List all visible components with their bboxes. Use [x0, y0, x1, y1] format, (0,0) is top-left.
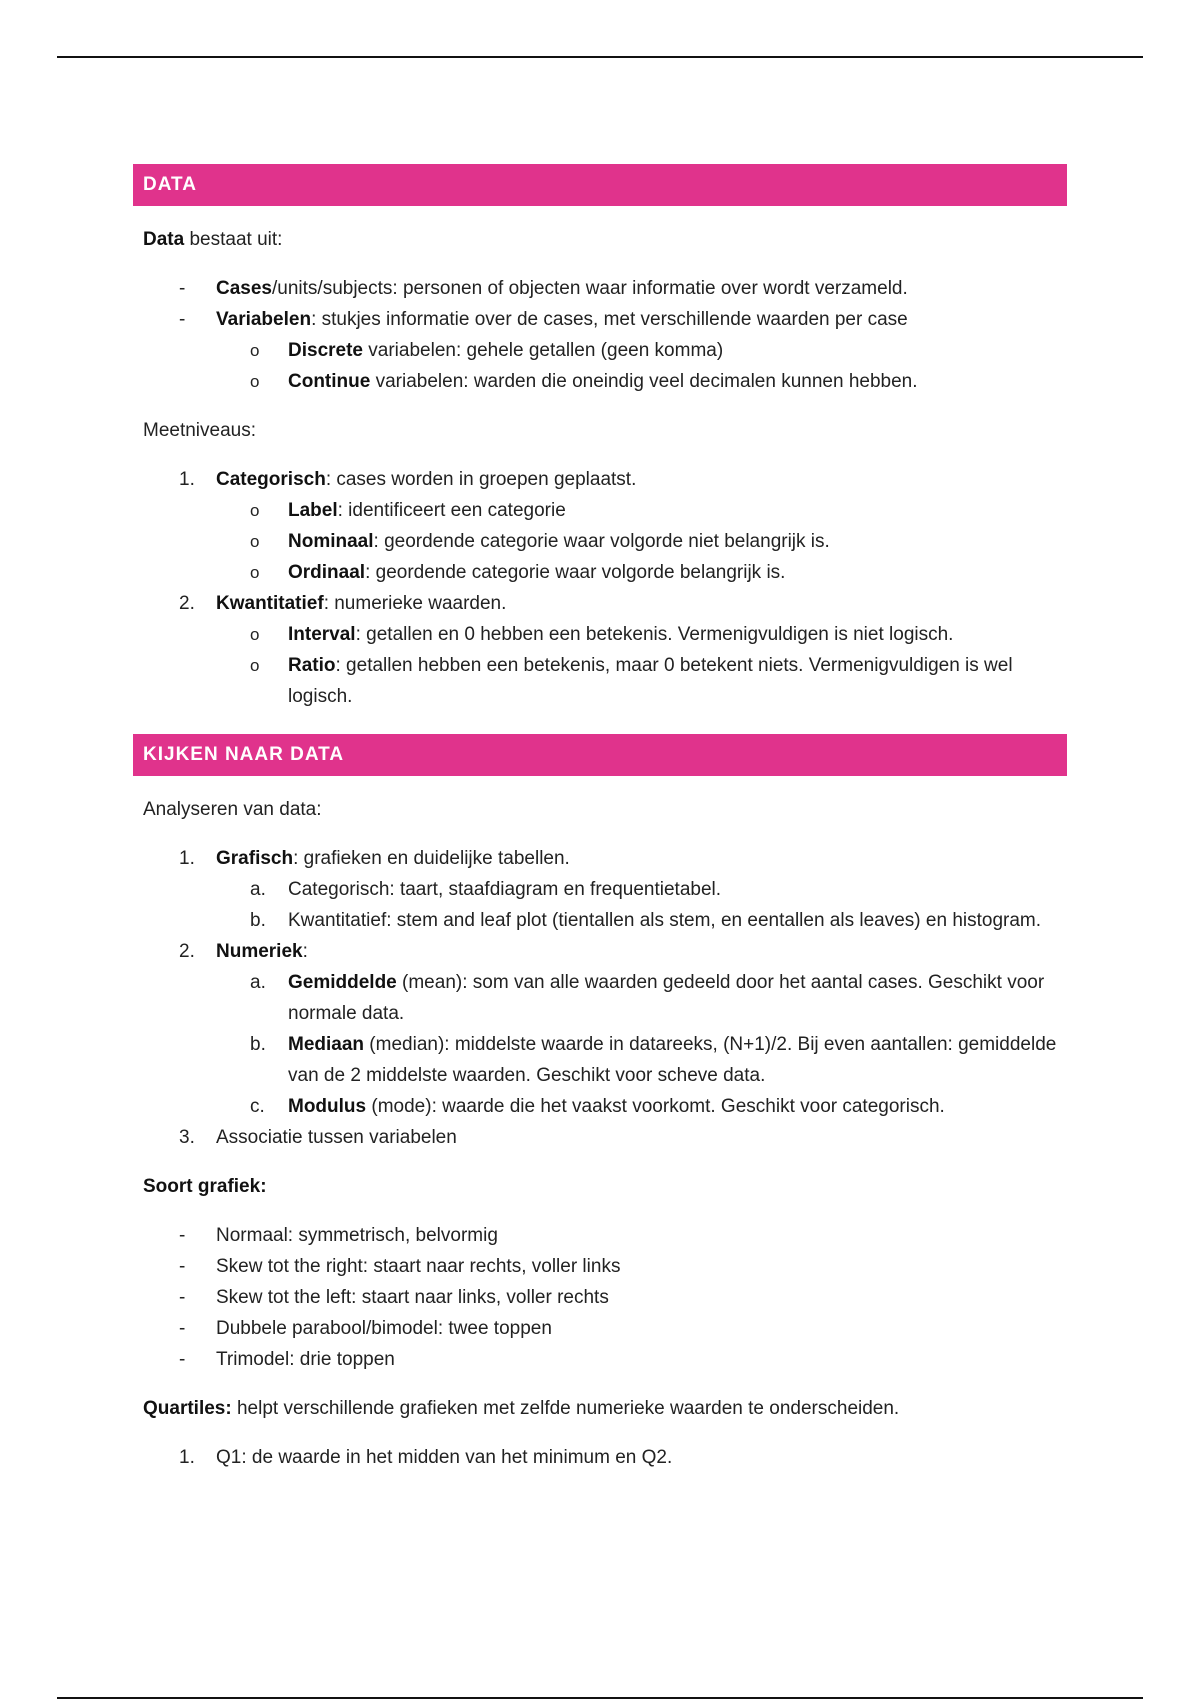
- list-item: 1. Categorisch: cases worden in groepen geplaatst.: [179, 469, 637, 490]
- document-body: [133, 164, 1067, 1473]
- list-item: o Interval: getallen en 0 hebben een betekenis. Vermenigvuldigen is niet logisch.: [133, 619, 1067, 650]
- list-item: b. Kwantitatief: stem and leaf plot (tientallen als stem, en eentallen als leaves) en histogram.: [250, 910, 1042, 931]
- list-item: - Dubbele parabool/bimodel: twee toppen: [133, 1313, 1067, 1344]
- list-item: 2. Kwantitatief: numerieke waarden.: [179, 593, 507, 614]
- list-item: 3. Associatie tussen variabelen: [179, 1127, 457, 1148]
- soort-grafiek-title: Soort grafiek:: [143, 1176, 267, 1197]
- kijken-intro: Analyseren van data:: [143, 799, 322, 820]
- list-item: 1. Q1: de waarde in het midden van het minimum en Q2.: [179, 1447, 673, 1468]
- footer-rule: [57, 1697, 1143, 1699]
- list-item: a. Gemiddelde (mean): som van alle waarden gedeeld door het aantal cases. Geschikt voor normale data.: [250, 972, 1045, 1024]
- meetniveaus-list: [133, 464, 1067, 712]
- quartiles-paragraph: Quartiles: helpt verschillende grafieken met zelfde numerieke waarden te onderscheiden.: [143, 1398, 900, 1419]
- list-item: 1. Grafisch: grafieken en duidelijke tabellen.: [179, 848, 570, 869]
- list-item: b. Mediaan (median): middelste waarde in datareeks, (N+1)/2. Bij even aantallen: gemiddelde van de 2 middelste waarden. Geschikt voor scheve data.: [250, 1034, 1057, 1086]
- quartiles-list: [133, 1442, 1067, 1473]
- list-item: a. Categorisch: taart, staafdiagram en frequentietabel.: [250, 879, 722, 900]
- data-list: [133, 273, 1067, 397]
- data-intro: Data bestaat uit:: [143, 229, 283, 250]
- kijken-list: [133, 843, 1067, 1153]
- section-banner-kijken: KIJKEN NAAR DATA: [133, 734, 1067, 776]
- list-item: - Trimodel: drie toppen: [133, 1344, 1067, 1375]
- list-item: o Label: identificeert een categorie: [133, 495, 1067, 526]
- list-item: - Skew tot the left: staart naar links, voller rechts: [133, 1282, 1067, 1313]
- list-item: 2. Numeriek:: [179, 941, 308, 962]
- list-item: c. Modulus (mode): waarde die het vaakst voorkomt. Geschikt voor categorisch.: [250, 1096, 945, 1117]
- soort-grafiek-list: [133, 1220, 1067, 1375]
- list-item: o Ratio: getallen hebben een betekenis, maar 0 betekent niets. Vermenigvuldigen is wel logisch.: [133, 650, 1067, 712]
- list-item: - Variabelen: stukjes informatie over de cases, met verschillende waarden per case: [133, 304, 1067, 335]
- list-item: o Nominaal: geordende categorie waar volgorde niet belangrijk is.: [133, 526, 1067, 557]
- meetniveaus-title: Meetniveaus:: [143, 420, 257, 441]
- header-rule: [57, 56, 1143, 58]
- list-item: - Cases/units/subjects: personen of objecten waar informatie over wordt verzameld.: [133, 273, 1067, 304]
- list-item: - Normaal: symmetrisch, belvormig: [133, 1220, 1067, 1251]
- list-item: o Ordinaal: geordende categorie waar volgorde belangrijk is.: [133, 557, 1067, 588]
- section-banner-data: DATA: [133, 164, 1067, 206]
- list-item: - Skew tot the right: staart naar rechts, voller links: [133, 1251, 1067, 1282]
- list-item: o Continue variabelen: warden die oneindig veel decimalen kunnen hebben.: [133, 366, 1067, 397]
- list-item: o Discrete variabelen: gehele getallen (geen komma): [133, 335, 1067, 366]
